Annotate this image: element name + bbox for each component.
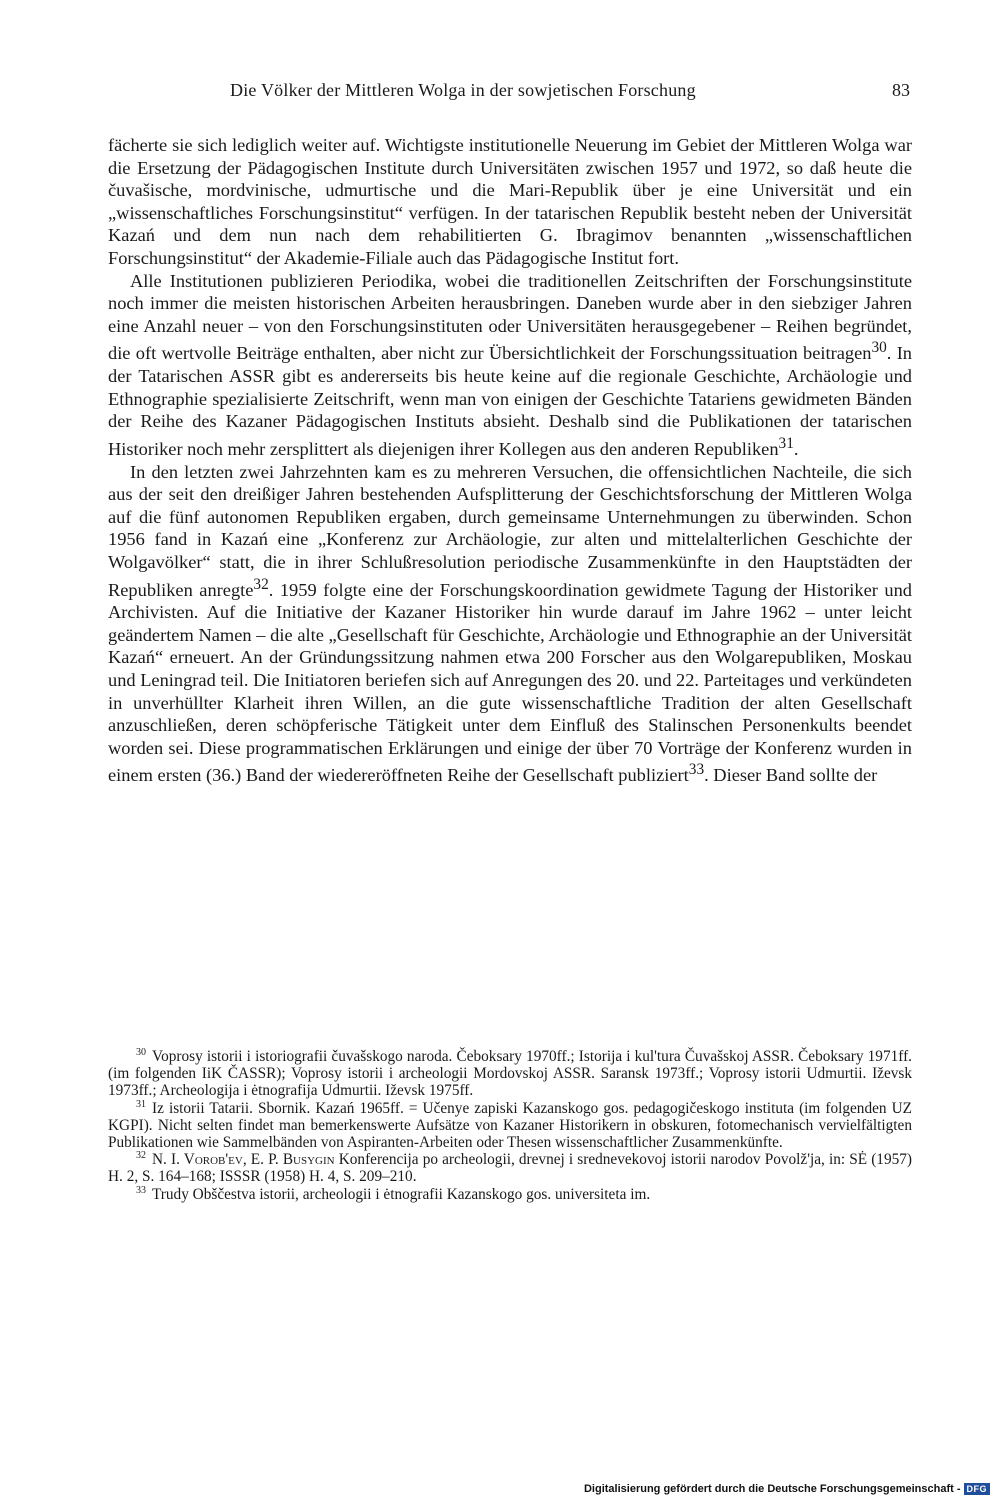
paragraph-text: In den letzten zwei Jahrzehnten kam es zu mehreren Versuchen, die offensichtlichen Nachteile, die sich aus der seit den dreißiger Jahren bestehenden Aufsplitterung der Geschichtsforschung der Mittleren Wolga auf die fünf autonomen Republiken ergaben, durch gemeinsame Unternehmungen zu überwinden. Schon 1956 fand in Kazań eine „Konferenz zur Archäologie, zur alten und mittelalterlichen Geschichte der Wolgavölker“ statt, die in ihrer Schlußresolution periodische Zusammenkünfte in den Hauptstädten der Republiken anregte [108, 461, 912, 600]
footnote-number: 32 [136, 1150, 146, 1162]
footnote-ref: 30 [871, 339, 887, 357]
paragraph-1 [108, 134, 912, 270]
footnote-text: Iz istorii Tatarii. Sbornik. Kazań 1965ff. = Učenye zapiski Kazanskogo gos. pedagogičeskogo instituta (im folgenden UZ KGPI). Nicht selten findet man bemerkenswerte Aufsätze von Kazaner Historikern in obskuren, fotomechanisch vervielfältigten Publikationen wie Sammelbänden von Aspiranten-Arbeiten oder Thesen wissenschaftlicher Zusammenkünfte. [108, 1099, 912, 1152]
paragraph-2 [108, 270, 912, 461]
footnote-number: 30 [136, 1046, 146, 1058]
footnote-31 [108, 1100, 912, 1152]
footnote-text: Konferencija po archeologii, drevnej i srednevekovoj istorii narodov Povolž'ja, in: SĖ (1957) H. 2, S. 164–168; ISSSR (1958) H. 4, S. 209–210. [108, 1151, 912, 1186]
footnote-ref: 33 [688, 761, 705, 779]
footnote-author: E. P. Busygin [250, 1151, 335, 1169]
footnote-ref: 31 [778, 434, 794, 452]
paragraph-3 [108, 461, 912, 788]
footnote-author: N. I. Vorob'ev [152, 1151, 243, 1169]
footnotes [108, 1048, 912, 1203]
footnote-number: 31 [136, 1098, 146, 1110]
paragraph-text: . [793, 438, 799, 459]
footnote-33 [108, 1186, 912, 1203]
paragraph-text: . Dieser Band sollte der [704, 765, 878, 786]
paragraph-text: . In der Tatarischen ASSR gibt es andererseits bis heute keine auf die regionale Geschichte, Archäologie und Ethnographie spezialisierte Zeitschrift, wenn man von einigen der Geschichte Tatariens gewidmeten Bänden der Reihe des Kazaner Pädagogischen Instituts absieht. Deshalb sind die Publikationen der tatarischen Historiker noch mehr zersplittert als diejenigen ihrer Kollegen aus den anderen Republiken [108, 343, 913, 459]
footnote-32 [108, 1151, 912, 1185]
paragraph-text: Alle Institutionen publizieren Periodika, wobei die traditionellen Zeitschriften der Forschungsinstitute noch immer die meisten historischen Arbeiten herausbringen. Daneben wurde aber in den siebziger Jahren eine Anzahl neuer – von den Forschungsinstituten oder Universitäten herausgegebener – Reihen begründet, die oft wertvolle Beiträge enthalten, aber nicht zur Übersichtlichkeit der Forschungssituation beitragen [108, 270, 912, 364]
footnote-number: 33 [136, 1184, 146, 1196]
footnote-ref: 32 [253, 575, 269, 593]
running-header [108, 80, 910, 108]
digitization-footer [584, 1480, 990, 1498]
footnote-text: Voprosy istorii i istoriografii čuvašskogo naroda. Čeboksary 1970ff.; Istorija i kul'tura Čuvašskoj ASSR. Čeboksary 1971ff. (im folgenden IiK ČASSR); Voprosy istorii i archeologii Mordovskoj ASSR. Saransk 1973ff.; Voprosy istorii Udmurtii. Iževsk 1973ff.; Archeologija i ėtnografija Udmurtii. Iževsk 1975ff. [108, 1048, 912, 1100]
page-number: 83 [892, 80, 910, 100]
footnote-separator: , [242, 1151, 251, 1169]
dfg-logo: DFG [964, 1483, 991, 1495]
footer-text: Digitalisierung gefördert durch die Deutsche Forschungsgemeinschaft - [583, 1483, 961, 1495]
footnote-text: Trudy Obščestva istorii, archeologii i ėtnografii Kazanskogo gos. universiteta im. [152, 1185, 651, 1203]
paragraph-text: . 1959 folgte eine der Forschungskoordination gewidmete Tagung der Historiker und Archivisten. Auf die Initiative der Kazaner Historiker hin wurde darauf im Jahre 1962 – unter leicht geändertem Namen – die alte „Gesellschaft für Geschichte, Archäologie und Ethnographie an der Universität Kazań“ erneuert. An der Gründungssitzung nahmen etwa 200 Forscher aus den Wolgarepubliken, Moskau und Leningrad teil. Die Initiatoren beriefen sich auf Anregungen des 20. und 22. Parteitages und verkündeten in unverhüllter Klarheit ihren Willen, an die gute wissenschaftliche Tradition der alten Gesellschaft anzuschließen, deren schöpferische Tätigkeit unter dem Einfluß des Stalinschen Personenkults beendet worden sei. Diese programmatischen Erklärungen und einige der über 70 Vorträge der Konferenz wurden in einem ersten (36.) Band der wiedereröffneten Reihe der Gesellschaft publiziert [108, 579, 912, 786]
main-text [108, 134, 912, 787]
running-title: Die Völker der Mittleren Wolga in der sowjetischen Forschung [230, 80, 696, 100]
footnote-30 [108, 1048, 912, 1100]
paragraph-text: fächerte sie sich lediglich weiter auf. Wichtigste institutionelle Neuerung im Gebiet der Mittleren Wolga war die Ersetzung der Pädagogischen Institute durch Universitäten zwischen 1957 und 1972, so daß heute die čuvašische, mordvinische, udmurtische und die Mari-Republik über je eine Universität und ein „wissenschaftliches Forschungsinstitut“ verfügen. In der tatarischen Republik besteht neben der Universität Kazań und dem nun nach dem rehabilitierten G. Ibragimov benannten „wissenschaftlichen Forschungsinstitut“ der Akademie-Filiale auch das Pädagogische Institut fort. [108, 135, 912, 268]
